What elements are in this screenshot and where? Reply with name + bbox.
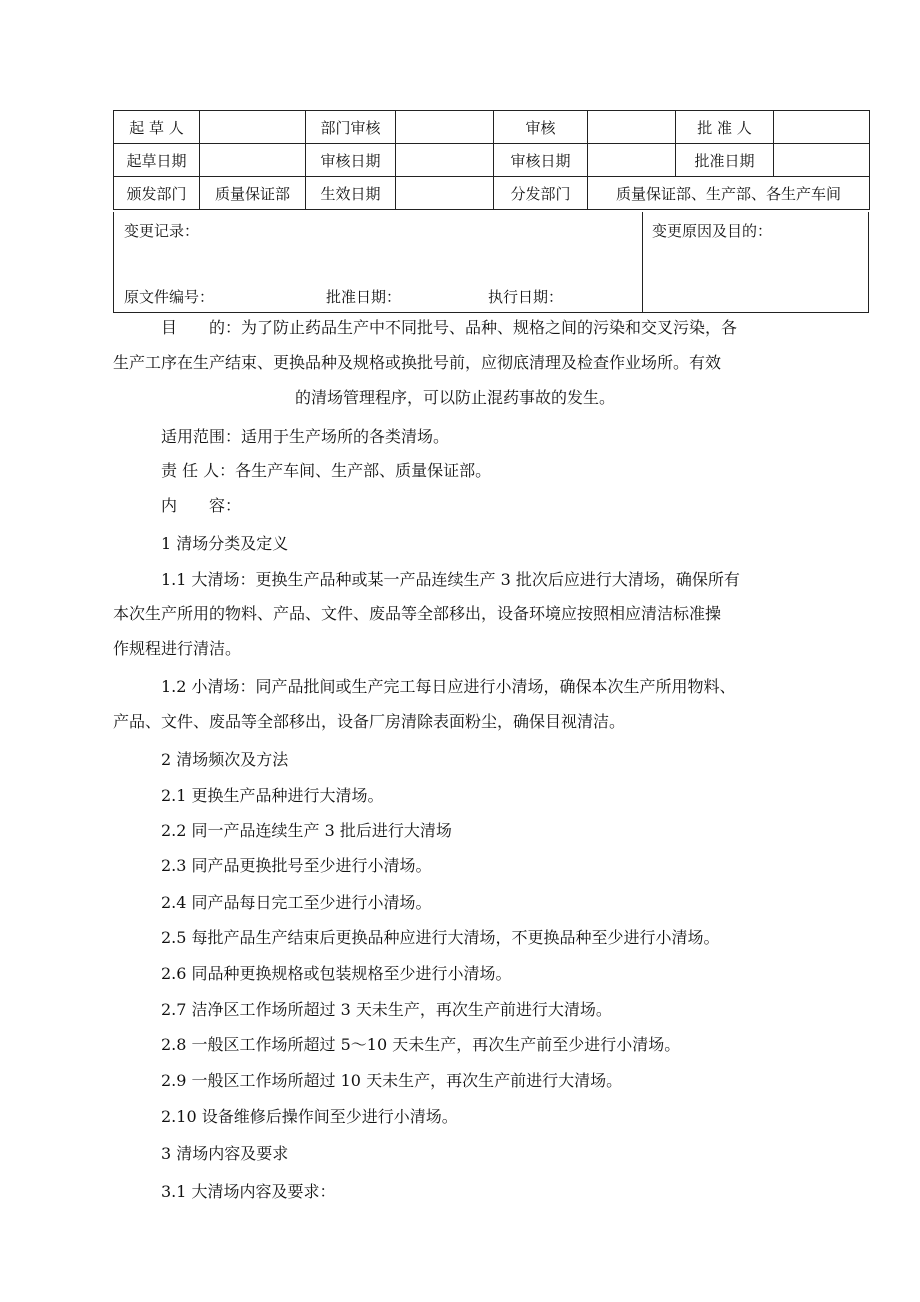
distribution-dept-label: 分发部门	[494, 177, 588, 210]
review-date-label-2: 审核日期	[494, 144, 588, 177]
section-1-2-line-2: 产品、文件、废品等全部移出，设备厂房清除表面粉尘，确保目视清洁。	[113, 712, 626, 731]
section-1-2-line-1: 1.2 小清场：同产品批间或生产完工每日应进行小清场，确保本次生产所用物料、	[161, 677, 736, 696]
review-date-value	[396, 144, 494, 177]
issuing-dept-label: 颁发部门	[114, 177, 200, 210]
review-date-label: 审核日期	[306, 144, 396, 177]
content-label: 内 容：	[161, 496, 242, 515]
purpose-line-3: 的清场管理程序，可以防止混药事故的发生。	[295, 388, 616, 407]
list-item: 2.9 一般区工作场所超过 10 天未生产，再次生产前进行大清场。	[161, 1071, 623, 1090]
section-1-1-line-2: 本次生产所用的物料、产品、文件、废品等全部移出，设备环境应按照相应清洁标准操	[113, 604, 722, 623]
table-row	[114, 144, 870, 177]
responsible-line: 责 任 人：各生产车间、生产部、质量保证部。	[161, 461, 492, 480]
purpose-line-1: 目 的：为了防止药品生产中不同批号、品种、规格之间的污染和交叉污染，各	[161, 318, 738, 337]
list-item: 2.7 洁净区工作场所超过 3 天未生产，再次生产前进行大清场。	[161, 1000, 612, 1019]
change-reason-label: 变更原因及目的：	[652, 222, 773, 240]
effective-date-label: 生效日期	[306, 177, 396, 210]
section-1-1-line-3: 作规程进行清洁。	[113, 639, 242, 658]
change-record-panel	[114, 212, 643, 312]
list-item: 2.5 每批产品生产结束后更换品种应进行大清场，不更换品种至少进行小清场。	[161, 928, 720, 947]
approver-label: 批 准 人	[676, 111, 774, 144]
original-doc-no-label: 原文件编号：	[124, 288, 215, 306]
scope-line: 适用范围：适用于生产场所的各类清场。	[161, 427, 450, 446]
section-1-1-line-1: 1.1 大清场：更换生产品种或某一产品连续生产 3 批次后应进行大清场，确保所有	[161, 570, 740, 589]
list-item: 2.8 一般区工作场所超过 5～10 天未生产，再次生产前至少进行小清场。	[161, 1035, 681, 1054]
change-record-label: 变更记录：	[124, 222, 200, 240]
purpose-line-2: 生产工序在生产结束、更换品种及规格或换批号前，应彻底清理及检查作业场所。有效	[113, 353, 722, 372]
list-item: 2.10 设备维修后操作间至少进行小清场。	[161, 1107, 458, 1126]
section-3-heading: 3 清场内容及要求	[161, 1144, 289, 1163]
table-row	[114, 177, 870, 210]
section-1-heading: 1 清场分类及定义	[161, 534, 289, 553]
drafter-value	[200, 111, 306, 144]
execution-date-label: 执行日期：	[488, 288, 564, 306]
drafter-label: 起 草 人	[114, 111, 200, 144]
review-value	[588, 111, 676, 144]
review-label: 审核	[494, 111, 588, 144]
change-record-box	[113, 212, 869, 313]
dept-review-value	[396, 111, 494, 144]
draft-date-label: 起草日期	[114, 144, 200, 177]
document-header-table	[113, 110, 870, 210]
section-3-1-line: 3.1 大清场内容及要求：	[161, 1182, 336, 1201]
section-2-heading: 2 清场频次及方法	[161, 750, 289, 769]
issuing-dept-value: 质量保证部	[200, 177, 306, 210]
approve-date-label: 批准日期	[676, 144, 774, 177]
effective-date-value	[396, 177, 494, 210]
list-item: 2.6 同品种更换规格或包装规格至少进行小清场。	[161, 964, 512, 983]
list-item: 2.4 同产品每日完工至少进行小清场。	[161, 893, 432, 912]
dept-review-label: 部门审核	[306, 111, 396, 144]
table-row	[114, 111, 870, 144]
review-date-value-2	[588, 144, 676, 177]
draft-date-value	[200, 144, 306, 177]
list-item: 2.3 同产品更换批号至少进行小清场。	[161, 856, 432, 875]
approve-date-value	[774, 144, 870, 177]
distribution-dept-value: 质量保证部、生产部、各生产车间	[588, 177, 870, 210]
list-item: 2.1 更换生产品种进行大清场。	[161, 786, 384, 805]
list-item: 2.2 同一产品连续生产 3 批后进行大清场	[161, 821, 452, 840]
approval-date-label: 批准日期：	[326, 288, 402, 306]
approver-value	[774, 111, 870, 144]
